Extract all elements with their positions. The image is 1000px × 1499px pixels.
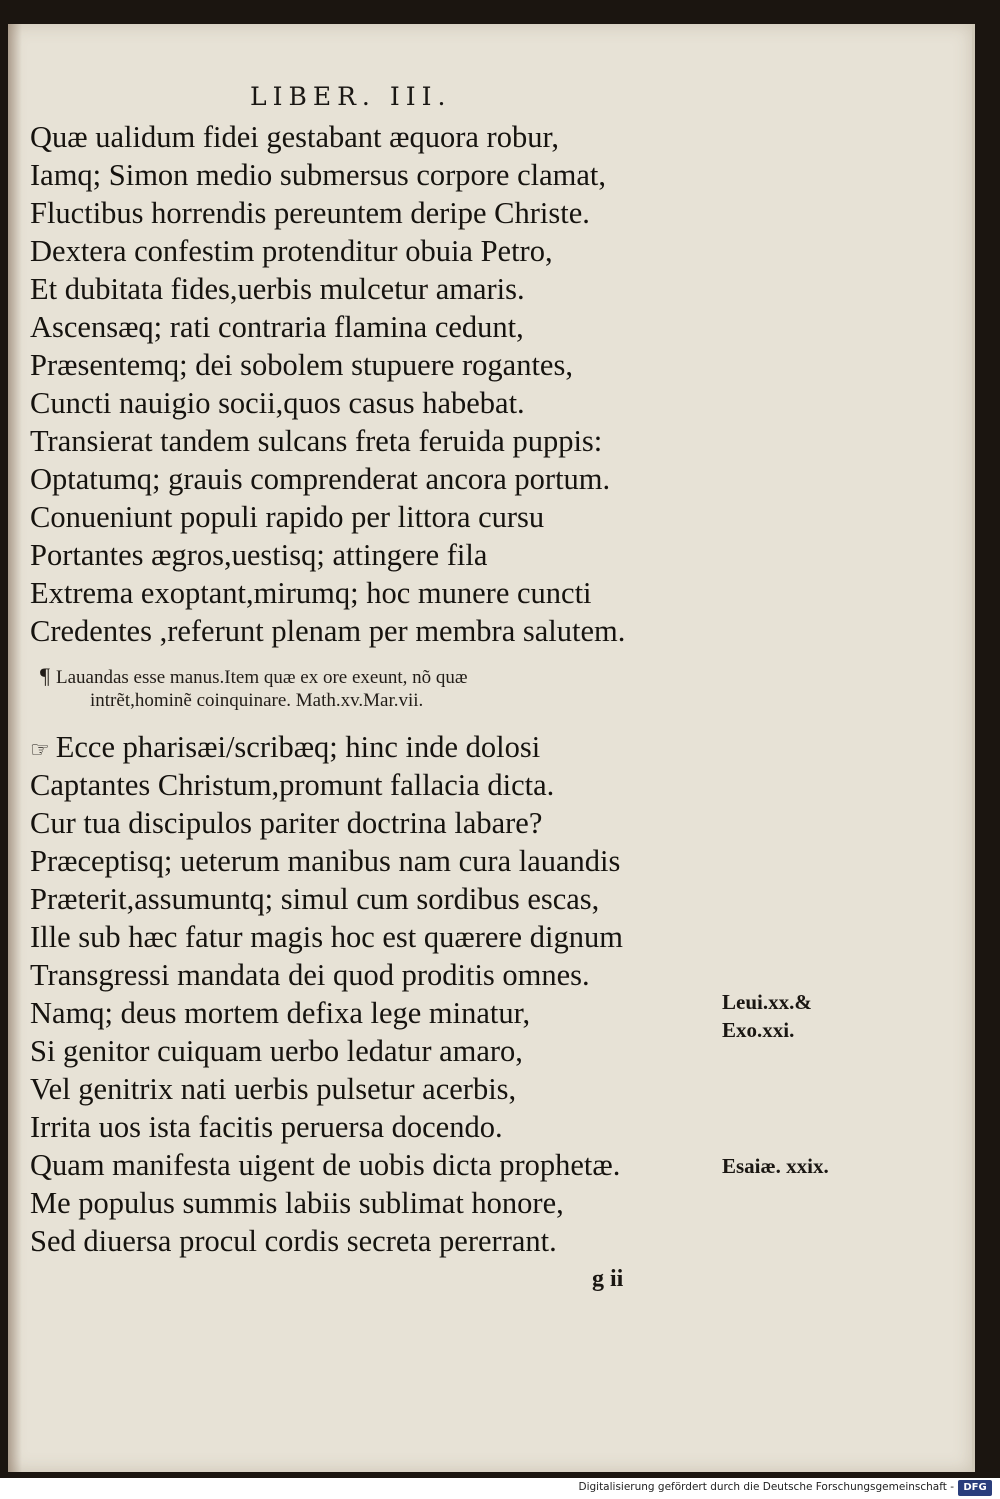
verse-line: Irrita uos ista facitis peruersa docendo. [30,1110,503,1144]
verse-line: Transierat tandem sulcans freta feruida puppis: [30,424,603,458]
verse-text: Ecce pharisæi/scribæq; hinc inde dolosi [55,730,541,764]
verse-line: Cuncti nauigio socii,quos casus habebat. [30,386,525,420]
verse-line: Extrema exoptant,mirumq; hoc munere cuncti [30,576,592,610]
verse-line: Vel genitrix nati uerbis pulsetur acerbis, [30,1072,517,1106]
verse-block-1 [30,118,730,650]
verse-line: Me populus summis labiis sublimat honore, [30,1186,564,1220]
marginal-note-leviticus [722,988,812,1044]
verse-line: Præceptisq; ueterum manibus nam cura lauandis [30,844,621,878]
rubric-line-2: intrẽt,hominẽ coinquinare. Math.xv.Mar.vii. [90,690,424,711]
manicule-icon: ☞ [30,737,50,762]
verse-line: Portantes ægros,uestisq; attingere fila [30,538,488,572]
marginal-line: Esaiæ. xxix. [722,1154,829,1178]
verse-line: Præsentemq; dei sobolem stupuere rogantes, [30,348,573,382]
verse-line-first [30,728,730,766]
verse-line: Dextera confestim protenditur obuia Petro, [30,234,553,268]
verse-line: Si genitor cuiquam uerbo ledatur amaro, [30,1034,523,1068]
running-header: LIBER. III. [250,82,452,111]
verse-line: Iamq; Simon medio submersus corpore clamat, [30,158,606,192]
verse-line: Quam manifesta uigent de uobis dicta prophetæ. [30,1148,621,1182]
footer-bar [0,1478,1000,1499]
rubric-text: Lauandas esse manus.Item quæ ex ore exeunt, nõ quæ [55,667,468,688]
dfg-logo: DFG [958,1480,992,1496]
marginal-line: Leui.xx.& [722,990,812,1014]
chapter-rubric [40,664,740,712]
marginal-line: Exo.xxi. [722,1018,795,1042]
verse-line: Ascensæq; rati contraria flamina cedunt, [30,310,524,344]
verse-line: Conueniunt populi rapido per littora cursu [30,500,545,534]
verse-block-2 [30,728,730,1260]
verse-line: Fluctibus horrendis pereuntem deripe Christe. [30,196,590,230]
verse-line: Credentes ,referunt plenam per membra salutem. [30,614,626,648]
verse-line: Optatumq; grauis comprenderat ancora portum. [30,462,611,496]
verse-line: Transgressi mandata dei quod proditis omnes. [30,958,590,992]
funding-credit: Digitalisierung gefördert durch die Deutsche Forschungsgemeinschaft - [578,1481,954,1493]
verse-line: Sed diuersa procul cordis secreta pererrant. [30,1224,557,1258]
verse-line: Ille sub hæc fatur magis hoc est quærere dignum [30,920,623,954]
verse-line: Captantes Christum,promunt fallacia dicta. [30,768,555,802]
verse-line: Præterit,assumuntq; simul cum sordibus escas, [30,882,600,916]
verse-line: Namq; deus mortem defixa lege minatur, [30,996,531,1030]
verse-line: Quæ ualidum fidei gestabant æquora robur, [30,120,560,154]
marginal-note-isaiah [722,1152,829,1180]
pilcrow-icon: ¶ [40,663,50,688]
verse-line: Et dubitata fides,uerbis mulcetur amaris. [30,272,525,306]
rubric-line-1 [40,664,740,689]
signature-mark: g ii [592,1266,624,1292]
verse-line: Cur tua discipulos pariter doctrina labare? [30,806,543,840]
